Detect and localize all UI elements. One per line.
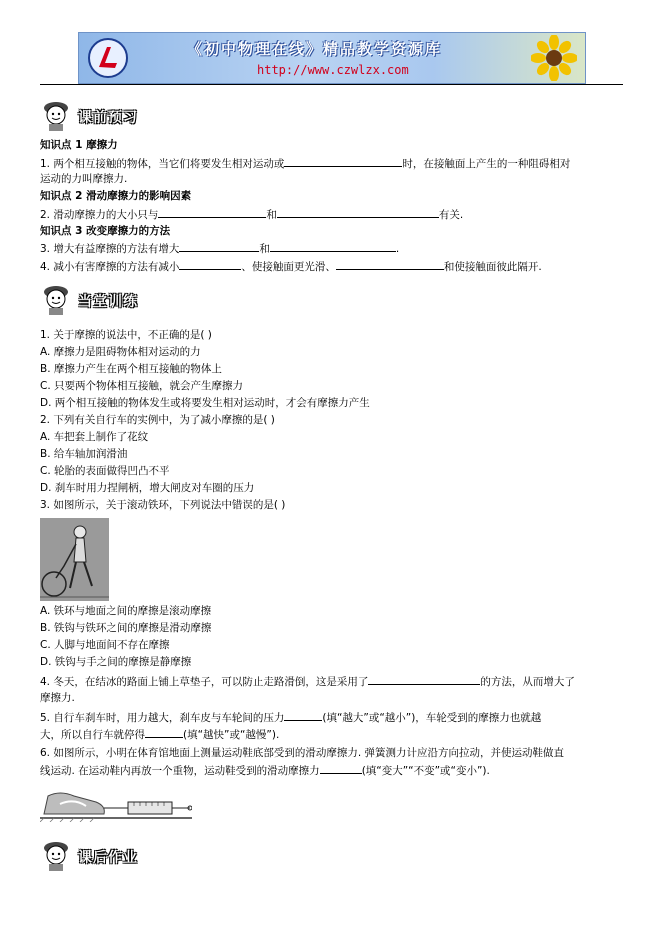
student-mascot-icon: [38, 282, 76, 316]
pre-question-1-line1: 1. 两个相互接触的物体，当它们将要发生相对运动或 时，在接触面上产生的一种阻碍相对: [40, 158, 571, 170]
option-1d: D. 两个相互接触的物体发生或将要发生相对运动时，才会有摩擦力产生: [40, 397, 370, 409]
pre-question-1-line2: 运动的力叫摩擦力.: [40, 173, 128, 185]
class-question-4-line2: 摩擦力.: [40, 692, 75, 704]
answer-blank[interactable]: [270, 241, 396, 252]
answer-blank[interactable]: [158, 207, 266, 218]
knowledge-point-2: 知识点 2 滑动摩擦力的影响因素: [40, 190, 192, 202]
option-3a: A. 铁环与地面之间的摩擦是滚动摩擦: [40, 605, 212, 617]
pre-question-2: 2. 滑动摩擦力的大小只与 和 有关.: [40, 209, 464, 221]
answer-blank[interactable]: [336, 259, 444, 270]
option-1a: A. 摩擦力是阻碍物体相对运动的力: [40, 346, 201, 358]
student-mascot-icon: [38, 98, 76, 132]
option-3c: C. 人脚与地面间不存在摩擦: [40, 639, 170, 651]
header-divider: [40, 84, 623, 85]
boy-rolling-hoop-figure: [40, 518, 109, 601]
answer-blank[interactable]: [320, 763, 362, 774]
knowledge-point-3: 知识点 3 改变摩擦力的方法: [40, 225, 171, 237]
pre-question-3: 3. 增大有益摩擦的方法有增大 和 .: [40, 243, 400, 255]
class-question-6-line2: 线运动. 在运动鞋内再放一个重物，运动鞋受到的滑动摩擦力 (填“变大”“不变”或“变小”).: [40, 765, 490, 777]
answer-blank[interactable]: [277, 207, 439, 218]
class-question-1: 1. 关于摩擦的说法中，不正确的是( ): [40, 329, 212, 341]
section-badge-pre: [38, 98, 158, 132]
option-1b: B. 摩擦力产生在两个相互接触的物体上: [40, 363, 222, 375]
class-question-5-line1: 5. 自行车刹车时，用力越大，刹车皮与车轮间的压力 (填“越大”或“越小”)，车轮受到的摩擦力也就越: [40, 712, 542, 724]
section-badge-class: [38, 282, 158, 316]
answer-blank[interactable]: [179, 241, 259, 252]
student-mascot-icon: [38, 838, 76, 872]
option-2c: C. 轮胎的表面做得凹凸不平: [40, 465, 170, 477]
option-3b: B. 铁钩与铁环之间的摩擦是滑动摩擦: [40, 622, 212, 634]
section-title-pre: 课前预习: [78, 110, 138, 126]
section-title-after: 课后作业: [78, 850, 138, 866]
class-question-4-line1: 4. 冬天，在结冰的路面上铺上草垫子，可以防止走路滑倒，这是采用了 的方法，从而增大了: [40, 676, 575, 688]
section-badge-after: [38, 838, 158, 872]
knowledge-point-1: 知识点 1 摩擦力: [40, 139, 118, 151]
banner-url[interactable]: http://www.czwlzx.com: [257, 63, 409, 77]
answer-blank[interactable]: [368, 674, 480, 685]
option-2d: D. 刹车时用力捏闸柄，增大闸皮对车圈的压力: [40, 482, 255, 494]
class-question-6-line1: 6. 如图所示，小明在体育馆地面上测量运动鞋底部受到的滑动摩擦力. 弹簧测力计应沿方向拉动，并使运动鞋做直: [40, 747, 565, 759]
option-2b: B. 给车轴加润滑油: [40, 448, 128, 460]
answer-blank[interactable]: [179, 259, 241, 270]
answer-blank[interactable]: [284, 710, 322, 721]
pre-question-4: 4. 减小有害摩擦的方法有减小 、使接触面更光滑、 和使接触面彼此隔开.: [40, 261, 542, 273]
banner-title: 《初中物理在线》精品教学资源库: [187, 40, 443, 58]
answer-blank[interactable]: [284, 156, 402, 167]
option-3d: D. 铁钩与手之间的摩擦是静摩擦: [40, 656, 192, 668]
sunflower-icon: [531, 35, 577, 81]
class-question-3: 3. 如图所示，关于滚动铁环，下列说法中错误的是( ): [40, 499, 286, 511]
shoe-spring-scale-figure: [40, 784, 192, 822]
answer-blank[interactable]: [145, 727, 183, 738]
site-logo-icon: [87, 37, 129, 79]
option-1c: C. 只要两个物体相互接触，就会产生摩擦力: [40, 380, 244, 392]
option-2a: A. 车把套上制作了花纹: [40, 431, 149, 443]
section-title-class: 当堂训练: [78, 294, 138, 310]
header-banner: [78, 32, 586, 84]
class-question-2: 2. 下列有关自行车的实例中，为了减小摩擦的是( ): [40, 414, 275, 426]
class-question-5-line2: 大，所以自行车就停得 (填“越快”或“越慢”).: [40, 729, 280, 741]
